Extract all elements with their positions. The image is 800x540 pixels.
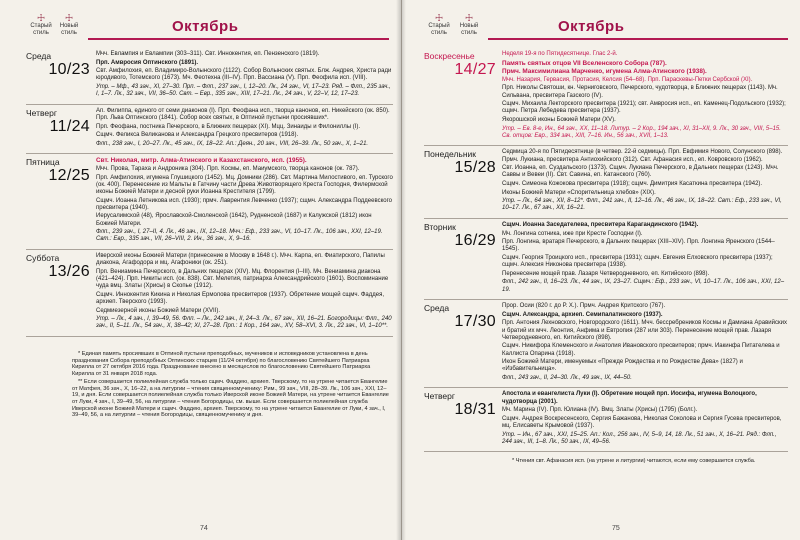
readings-line: Утр. – Мф., 43 зач., XI, 27–30. Прп. – Флп., 237 зач., I, 12–20. Лк., 24 зач., VI, 17–23. Ряд. – Флп., 235 зач., I, 1–7. Лк., 32 зач., VII, 36–50. Свт. – Евр., 335 зач., XIII, 17–21. Лк., 24 зач., V, 22–V, 12, 17–23. (96, 83, 391, 98)
readings-line: Утр. – Ев. 8-е, Ин., 64 зач., XX, 11–18. Литур. – 2 Кор., 194 зач., XI, 31–XII, 9. Лк., 30 зач., VIII, 5–15. Св. отцов: Евр., 334 зач., XIII, 7–16. Ин., 56 зач., XVII, 1–13. (502, 125, 781, 139)
commemorations (502, 51, 788, 141)
date: 12/25 (48, 167, 90, 185)
commemorations (502, 391, 788, 447)
weekday: Четверг (26, 107, 57, 118)
readings-line: Утр. – Лк., 64 зач., XII, 8–12*. Флп., 241 зач., II, 12–16. Лк., 46 зач., IX, 18–22. Свт.: Еф., 233 зач., VI, 10–17. Лк., 67 зач., XII, 16–21. (502, 198, 782, 212)
page-number: 74 (200, 525, 208, 532)
commemorations (96, 108, 393, 150)
calendar-day-entry (424, 388, 788, 452)
old-style-tag: ☩ Старый стиль (26, 14, 56, 40)
commemorations (502, 149, 788, 214)
calendar-day-entry (26, 48, 393, 105)
commemorations (502, 222, 788, 295)
month-title: Октябрь (488, 18, 788, 40)
readings-line: Флп., 239 зач., I, 27–II, 4. Лк., 46 зач., IX, 12–18. Мчч.: Еф., 233 зач., VI, 10–17. Лк., 106 зач., XXI, 12–19. Свт.: Евр., 335 зач., VII, 26–VIII, 2. Ин., 36 зач., X, 9–16. (96, 229, 383, 243)
commemoration-line: Свт. Иоанна, еп. Суздальского (1373). Сщмч. Лукиана Печерского, в Дальних пещерах (1243). Мчч. Саввы и Вевеи (II). Свт. Савина, еп. Катанского (760). (502, 165, 779, 179)
commemoration-line: Перенесение мощей прав. Лазаря Четверодневного, еп. Китийского (898). (502, 270, 710, 277)
page-header (424, 10, 788, 48)
commemoration-line: Мчч. Назария, Гервасия, Протасия, Келсия (54–68). Прп. Параскевы-Петки Сербской (XI). (502, 76, 753, 83)
weekday: Понедельник (424, 149, 477, 160)
cross-icon: ☩ (434, 13, 444, 23)
commemorations (96, 157, 393, 245)
day-column (424, 303, 502, 383)
commemorations (96, 253, 393, 332)
calendar-day-entry (26, 250, 393, 337)
readings-line: Флп., 238 зач., I, 20–27. Лк., 45 зач., IX, 18–22. Ап.: Деян., 20 зач., VIII, 26–39. Лк., 50 зач., X, 1–21. (96, 140, 369, 147)
weekday: Среда (424, 303, 450, 314)
new-style-tag: ☩ Новый стиль (454, 14, 484, 40)
readings-line: Утр. – Ин., 67 зач., XXI, 15–25. Ап.: Кол., 256 зач., IV, 5–9, 14, 18. Лк., 51 зач., X, 16–21. Ряд.: Флп., 244 зач., III, 1–8. Лк., 50 зач., IX, 49–56. (502, 431, 777, 445)
commemoration-line: Сщмч. Александра, архиеп. Семипалатинского (1937). (502, 311, 663, 318)
commemoration-line: Сщмч. Михаила Лекторского пресвитера (1921); свт. Амвросия исп., еп. Каменец-Подольского (1932); сщмч. Петра Лебедева пресвитера (1937). (502, 101, 786, 115)
commemoration-line: Сщмч. Феликса Великанова и Александра Грецкого пресвитеров (1918). (96, 132, 299, 139)
commemoration-line: Ап. Филиппа, единого от семи диаконов (I). Прп. Феофана исп., творца канонов, еп. Никейского (ок. 850). Прп. Льва Оптинского (1841). Собор всех святых, в Оптиной пустыни просиявших*. (96, 107, 390, 121)
day-column (26, 253, 96, 332)
commemoration-line: Сщмч. Иоанна Заседателева, пресвитера Карагандинского (1942). (502, 221, 699, 228)
weekday: Вторник (424, 221, 456, 232)
readings-line: Флп., 243 зач., II, 24–30. Лк., 49 зач., IX, 44–50. (502, 374, 632, 381)
footnote: * Единая память просиявших в Оптиной пустыни преподобных, мучеников и исповедников установлена в день празднования Собора преподобных Оптинских старцев (11/24 октября) по благословению Святейшего Патриарха Кирилла от 27 октября 2016 года. Празднование внесено в месяцеслов по благословению Святейшего Патриарха Кирилла от 31 января 2018 года. (72, 350, 371, 377)
day-column (26, 51, 96, 100)
commemoration-line: Седмиезерной иконы Божией Матери (XVII). (96, 307, 220, 314)
commemoration-line: Прп. Амфилохия, игумена Глушицкого (1452). Мц. Домники (286). Свт. Мартина Милостивого, еп. Турского (ок. 400). Перенесение из Мальты в Гатчину части Древа Животворящего Креста Господня, Филермской иконы Божией Матери и десной руки Иоанна Крестителя (1799). (96, 174, 393, 195)
readings-line: Утр. – Лк., 4 зач., I, 39–49, 56. Флп. – Лк., 242 зач., II, 24–3. Лк., 67 зач., XII, 16–21. Богородицы: Флп., 240 зач., II, 5–11. Лк., 54 зач., X, 38–42; XI, 27–28. Прп.: 1 Кор., 164 зач., XV, 58–XVI, 3. Лк., 22 зач., VI, 1–10**. (96, 316, 392, 330)
date: 18/31 (454, 401, 496, 419)
commemoration-line: Свт. Амфилохия, еп. Владимиро-Волынского (1122). Собор Волынских святых. Блж. Андрея, Христа ради юродивого, Тотемского (1673). Мч. Феотехна (III–IV). Прп. Вассиана (V). Прп. Феофила исп. (VIII). (96, 68, 392, 82)
right-page (401, 0, 800, 540)
day-column (424, 222, 502, 295)
commemoration-line: Мчч. Евлампия и Евлампии (303–311). Свт. Иннокентия, еп. Пензенского (1819). (96, 51, 320, 57)
date: 17/30 (454, 313, 496, 331)
footnotes (26, 351, 393, 419)
page-header (26, 10, 393, 48)
day-column (424, 391, 502, 447)
date: 16/29 (454, 231, 496, 249)
day-column (26, 108, 96, 150)
commemoration-line: Иерусалимской (48), Ярославской-Смоленской (1642), Рудненской (1687) и Калужской (1812) икон Божией Матери. (96, 213, 372, 227)
calendar-entries (424, 48, 788, 452)
commemoration-line: Иверской иконы Божией Матери (принесение в Москву в 1648 г.). Мчч. Карпа, еп. Фиатирского, Папилы диакона, Агафодора и мц. Агафоники (ок. 251). (96, 252, 385, 267)
commemoration-line: Прп. Феофана, постника Печерского, в Ближних пещерах (XI). Мцц. Зинаиды и Филониллы (I). (96, 123, 361, 130)
calendar-day-entry (26, 105, 393, 155)
commemoration-line: Сщмч. Георгия Троицкого исп., пресвитера (1931); сщмч. Евгения Елховского пресвитера (1937); сщмч. Алексия Никонова пресвитера (1938). (502, 254, 773, 269)
weekday: Четверг (424, 391, 455, 402)
day-column (424, 149, 502, 214)
commemoration-line: Якорошской иконы Божией Матери (XV). (502, 116, 616, 123)
cross-icon: ☩ (64, 13, 74, 23)
date: 15/28 (454, 159, 496, 177)
date: 11/24 (49, 117, 90, 135)
calendar-day-entry (424, 146, 788, 219)
commemoration-line: Седмица 20-я по Пятидесятнице (в четвер. 22-й седмицы). Прп. Евфимия Нового, Солунского (898). Прмч. Лукиана, пресвитера Антиохийского (312). Свт. Афанасия исп., еп. Ковровского (1962). (502, 149, 783, 163)
commemoration-line: Прмч. Максимилиана Марченко, игумена Алма-Атинского (1938). (502, 68, 707, 76)
calendar-day-entry (26, 154, 393, 250)
commemoration-line: Прп. Антония Лехновского, Новгородского (1611). Мчч. бессребреников Космы и Дамиана Аравийских и братий их мчч. Леонтия, Анфима и Евтропия (287 или 303). Перенесение мощей прав. Лазаря Четверодневного, еп. Китийского (898). (502, 320, 787, 341)
commemoration-line: Сщмч. Андрея Воскресенского, Сергия Бажанова, Николая Соколова и Сергия Гусева пресвитеров, мц. Елисаветы Крымовой (1937). (502, 415, 782, 430)
footnote: * Чтения свт. Афанасия исп. (на утрене и литургии) читаются, если ему совершается служба. (512, 458, 756, 465)
commemoration-line: Прп. Амвросия Оптинского (1891). (96, 59, 199, 66)
commemorations (96, 51, 393, 100)
book-gutter (396, 0, 406, 540)
commemoration-line: Свт. Николая, митр. Алма-Атинского и Казахстанского, исп. (1955). (96, 157, 307, 165)
commemoration-line: Неделя 19-я по Пятидесятнице. Глас 2-й. (502, 51, 618, 57)
month-title: Октябрь (88, 18, 389, 40)
commemoration-line: Сщмч. Иоанна Летникова исп. (1930); прмч. Лаврентия Левченко (1937); сщмч. Александра Поддеевского пресвитера (1940). (96, 197, 392, 211)
footnote: ** Если совершается полиелейная служба только сщмч. Фаддею, архиеп. Тверскому, то на утрене читается Евангелие от Матфея, 36 зач., Х, 16–22, а на литургии – чтения священномученику: Рим., 99 зач., VIII, 28–39. Лк., 106 зач., XXI, 12–19, и дня. Если совершается полиелейная служба только Иверской иконе Божией Матери, на утрене читается Евангелие от Луки, 4 зач., I, 39–49, 56, на литургии – чтения Богородицы, см. выше. Если совершается полиелейная служба Иверской иконе Божией Матери и сщмч. Фаддею, архиеп. Тверскому, то на утрене читается Евангелие от Луки, 4 зач., I, 39–49, 56, а на литургии – чтения Богородицы, священномученику и дня. (72, 379, 389, 419)
calendar-entries (26, 48, 393, 337)
weekday: Суббота (26, 252, 60, 263)
weekday: Среда (26, 51, 52, 61)
commemoration-line: Мчч. Прова, Тараха и Андроника (304). Прп. Космы, еп. Маиумского, творца канонов (ок. 787). (96, 165, 360, 172)
new-style-tag: ☩ Новый стиль (54, 14, 84, 40)
calendar-day-entry (424, 300, 788, 388)
date: 10/23 (48, 61, 90, 78)
date: 14/27 (454, 61, 496, 78)
weekday: Пятница (26, 157, 60, 168)
weekday: Воскресенье (424, 51, 475, 61)
commemoration-line: Память святых отцов VII Вселенского Собора (787). (502, 59, 667, 67)
commemorations (502, 303, 788, 383)
old-style-tag: ☩ Старый стиль (424, 14, 454, 40)
commemoration-line: Прп. Лонгина, вратаря Печерского, в Дальних пещерах (XIII–XIV). Прп. Лонгина Яренского (1544–1545). (502, 239, 775, 253)
commemoration-line: Сщмч. Иннокентия Кикина и Николая Ермолова пресвитеров (1937). Обретение мощей сщмч. Фаддея, архиеп. Тверского (1993). (96, 291, 384, 305)
commemoration-line: Сщмч. Симеона Кожокова пресвитера (1918); сщмч. Димитрия Касаткина пресвитера (1942). (502, 180, 763, 187)
commemoration-line: Прп. Николы Святоши, кн. Черниговского, Печерского, чудотворца, в Ближних пещерах (1143). Мч. Сильвана, пресвитера Газского (IV). (502, 85, 778, 99)
calendar-day-entry (424, 219, 788, 300)
cross-icon: ☩ (36, 13, 46, 23)
calendar-day-entry (424, 48, 788, 146)
commemoration-line: Сщмч. Никифора Клеменского и Анатолия Ивановского пресвитеров; прмч. Иакинфа Питателева и Каллиста Опарина (1918). (502, 343, 780, 357)
commemoration-line: Прор. Осии (820 г. до Р. Х.). Прмч. Андрея Критского (767). (502, 303, 666, 310)
day-column (424, 51, 502, 141)
readings-line: Флп., 242 зач., II, 16–23. Лк., 44 зач., IX, 23–27. Сщмч.: Еф., 233 зач., VI, 10–17. Лк., 106 зач., XXI, 12–19. (502, 279, 785, 293)
day-column (26, 157, 96, 245)
commemoration-line: Мч. Марина (IV). Прп. Юлиана (IV). Вмц. Златы (Хрисы) (1795) (Болг.). (502, 407, 698, 414)
commemoration-line: Иконы Божией Матери «Спорительница хлебов» (XIX). (502, 189, 656, 196)
cross-icon: ☩ (464, 13, 474, 23)
page-number: 75 (612, 525, 620, 532)
date: 13/26 (48, 262, 90, 280)
commemoration-line: Апостола и евангелиста Луки (I). Обретение мощей прп. Иосифа, игумена Волоцкого, чудотворца (2001). (502, 391, 757, 405)
commemoration-line: Икон Божией Матери, именуемых «Прежде Рождества и по Рождестве Дева» (1827) и «Избавительница». (502, 359, 743, 373)
commemoration-line: Мч. Лонгина сотника, иже при Кресте Господни (I). (502, 230, 643, 237)
commemoration-line: Прп. Вениамина Печерского, в Дальних пещерах (XIV). Мц. Флорентия (I–III). Мч. Вениамина диакона (421–424). Прп. Никиты исп. (ок. 838). Свт. Мелетия, патриарха Александрийского (1601). Воспоминание чуда вмц. Златы (Хрисы) в Скопье (1912). (96, 268, 389, 290)
